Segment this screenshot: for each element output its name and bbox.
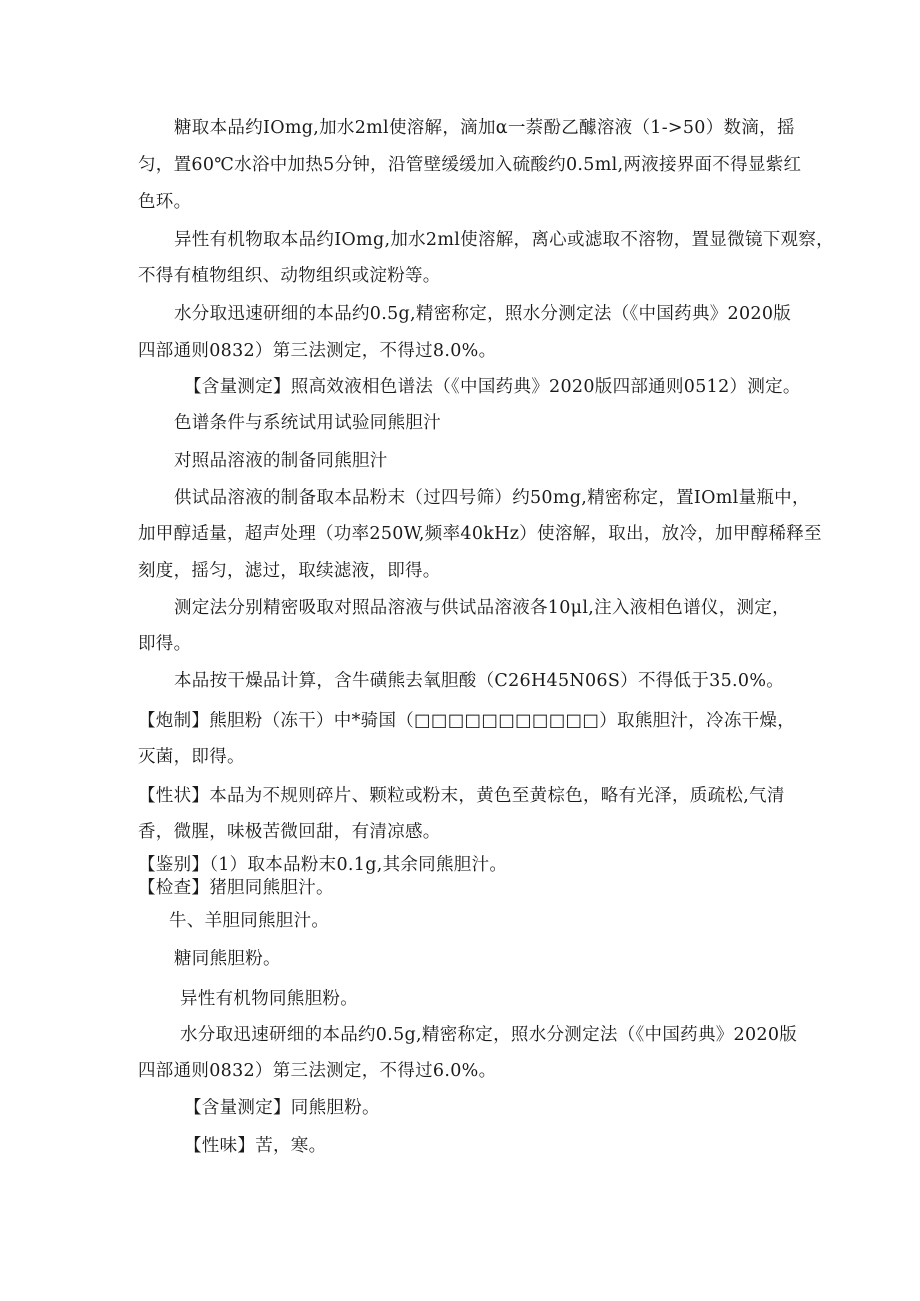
text-line: 供试品溶液的制备取本品粉末（过四号筛）约50mg,精密称定，置IOml量瓶中， (174, 488, 810, 508)
text-line: 灭菌，即得。 (138, 747, 245, 767)
text-line: 糖同熊胆粉。 (174, 949, 281, 969)
text-line: 色谱条件与系统试用试验同熊胆汁 (174, 413, 441, 433)
text-line: 【检查】猪胆同熊胆汁。 (138, 878, 334, 898)
text-line: 四部通则0832）第三法测定，不得过8.0%。 (138, 341, 497, 361)
text-line: 异性有机物同熊胆粉。 (180, 989, 358, 1009)
text-line: 【鉴别】（1）取本品粉末0.1g,其余同熊胆汁。 (138, 855, 508, 875)
text-line: 【含量测定】照高效液相色谱法（《中国药典》2020版四部通则0512）测定。 (184, 377, 801, 397)
text-line: 【性状】本品为不规则碎片、颗粒或粉末，黄色至黄棕色，略有光泽，质疏松,气清 (138, 786, 785, 806)
text-line: 不得有植物组织、动物组织或淀粉等。 (138, 266, 441, 286)
text-line: 四部通则0832）第三法测定，不得过6.0%。 (138, 1061, 497, 1081)
text-line: 加甲醇适量，超声处理（功率250W,频率40kHz）使溶解，取出，放冷，加甲醇稀释至 (138, 524, 822, 544)
text-line: 异性有机物取本品约IOmg,加水2ml使溶解，离心或滤取不溶物，置显微镜下观察， (174, 230, 834, 250)
text-line: 即得。 (138, 634, 192, 654)
text-line: 牛、羊胆同熊胆汁。 (169, 911, 330, 931)
text-line: 糖取本品约IOmg,加水2ml使溶解，滴加α一萘酚乙醵溶液（1->50）数滴，摇 (174, 118, 795, 138)
text-line: 色环。 (138, 192, 192, 212)
text-line: 对照品溶液的制备同熊胆汁 (174, 451, 388, 471)
text-line: 【含量测定】同熊胆粉。 (184, 1098, 380, 1118)
text-line: 本品按干燥品计算，含牛磺熊去氧胆酸（C26H45N06S）不得低于35.0%。 (174, 671, 785, 691)
text-line: 水分取迅速研细的本品约0.5g,精密称定，照水分测定法（《中国药典》2020版 (180, 1025, 798, 1045)
text-line: 【性味】苦，寒。 (184, 1136, 327, 1156)
text-line: 【炮制】熊胆粉（冻干）中*骑国（□□□□□□□□□□□）取熊胆汁，冷冻干燥， (138, 711, 796, 731)
text-line: 刻度，摇匀，滤过，取续滤液，即得。 (138, 561, 441, 581)
text-line: 水分取迅速研细的本品约0.5g,精密称定，照水分测定法（《中国药典》2020版 (174, 304, 792, 324)
text-line: 香，微腥，味极苦微回甜，有清凉感。 (138, 822, 441, 842)
text-line: 测定法分别精密吸取对照品溶液与供试品溶液各10μl,注入液相色谱仪，测定， (174, 598, 790, 618)
text-line: 匀，置60℃水浴中加热5分钟，沿管壁缓缓加入硫酸约0.5ml,两液接界面不得显紫红 (138, 155, 802, 175)
